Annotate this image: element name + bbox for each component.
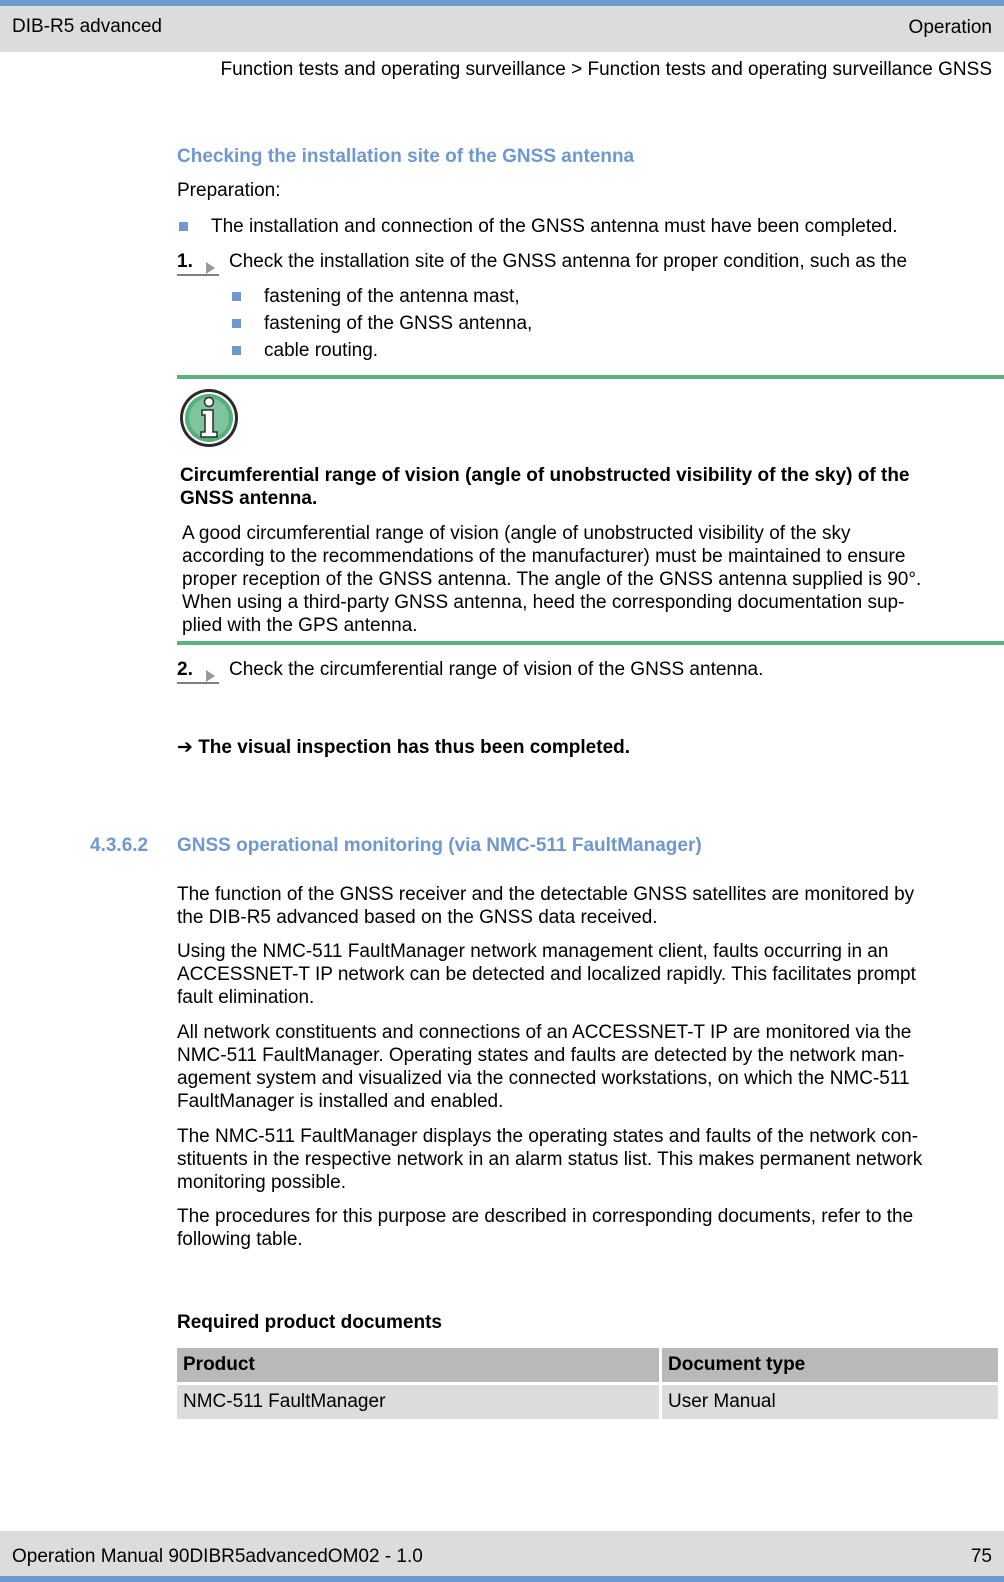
- paragraph-line: All network constituents and connections of an ACCESSNET-T IP are monitored via the: [177, 1022, 912, 1043]
- paragraph: [177, 1125, 997, 1194]
- bullet-square-icon: [232, 346, 241, 355]
- note-bottom-rule: [177, 641, 1004, 645]
- paragraph-line: monitoring possible.: [177, 1172, 346, 1193]
- note-title-line: Circumferential range of vision (angle of unobstructed visibility of the sky) of the: [180, 465, 910, 486]
- section-heading: Checking the installation site of the GNSS antenna: [177, 146, 635, 167]
- bullet-square-icon: [232, 319, 241, 328]
- paragraph-line: FaultManager is installed and enabled.: [177, 1091, 504, 1112]
- step-arrow-icon: [206, 670, 215, 682]
- info-icon: [178, 387, 240, 449]
- bullet-square-icon: [232, 292, 241, 301]
- table-cell: User Manual: [662, 1385, 998, 1419]
- preparation-label: Preparation:: [177, 180, 281, 201]
- step-1-number: 1.: [177, 251, 193, 272]
- table-header-row: [177, 1348, 998, 1382]
- note-title: [180, 464, 990, 510]
- table-header-cell: Document type: [662, 1348, 998, 1382]
- paragraph-line: The NMC-511 FaultManager displays the operating states and faults of the network con-: [177, 1126, 919, 1147]
- breadcrumb: Function tests and operating surveillance > Function tests and operating surveillance GNSS: [220, 59, 992, 80]
- note-title-line: GNSS antenna.: [180, 488, 318, 509]
- result-line: [177, 736, 630, 759]
- table-row: [177, 1385, 998, 1419]
- section-number: 4.3.6.2: [90, 835, 149, 856]
- step-1-text: Check the installation site of the GNSS antenna for proper condition, such as the: [229, 251, 908, 272]
- paragraph: [177, 1021, 997, 1113]
- note-body-line: When using a third-party GNSS antenna, heed the corresponding documentation sup-: [182, 592, 905, 613]
- footer-doc-id: Operation Manual 90DIBR5advancedOM02 - 1.0: [12, 1546, 423, 1567]
- paragraph-line: following table.: [177, 1229, 303, 1250]
- note-body-line: according to the recommendations of the manufacturer) must be maintained to ensure: [182, 546, 906, 567]
- list-item: fastening of the antenna mast,: [264, 286, 520, 307]
- paragraph-line: agement system and visualized via the connected workstations, on which the NMC-511: [177, 1068, 910, 1089]
- paragraph-line: fault elimination.: [177, 987, 315, 1008]
- step-2-text: Check the circumferential range of vision of the GNSS antenna.: [229, 659, 764, 680]
- bullet-square-icon: [179, 222, 188, 231]
- note-body-line: plied with the GPS antenna.: [182, 615, 418, 636]
- step-2-number: 2.: [177, 659, 193, 680]
- step-arrow-icon: [206, 262, 215, 274]
- note-body: [182, 522, 997, 637]
- result-text: The visual inspection has thus been completed.: [198, 737, 631, 758]
- list-item: cable routing.: [264, 340, 379, 361]
- paragraph-line: the DIB-R5 advanced based on the GNSS data received.: [177, 907, 658, 928]
- header-chapter: Operation: [908, 17, 992, 38]
- arrow-right-icon: ➔: [177, 737, 193, 758]
- paragraph: [177, 940, 997, 1009]
- paragraph-line: stituents in the respective network in an alarm status list. This makes permanent network: [177, 1149, 923, 1170]
- list-item: fastening of the GNSS antenna,: [264, 313, 533, 334]
- note-top-rule: [177, 375, 1004, 379]
- paragraph: [177, 883, 997, 929]
- paragraph-line: The procedures for this purpose are described in corresponding documents, refer to the: [177, 1206, 914, 1227]
- paragraph-line: NMC-511 FaultManager. Operating states and faults are detected by the network man-: [177, 1045, 905, 1066]
- header-doc-title: DIB-R5 advanced: [12, 16, 162, 37]
- paragraph: [177, 1205, 997, 1251]
- table-header-cell: Product: [177, 1348, 659, 1382]
- step-underline: [177, 682, 219, 684]
- note-body-line: A good circumferential range of vision (angle of unobstructed visibility of the sky: [182, 523, 851, 544]
- note-body-line: proper reception of the GNSS antenna. The angle of the GNSS antenna supplied is 90°.: [182, 569, 922, 590]
- table-caption: Required product documents: [177, 1312, 442, 1333]
- paragraph-line: The function of the GNSS receiver and the detectable GNSS satellites are monitored by: [177, 884, 915, 905]
- paragraph-line: ACCESSNET-T IP network can be detected and localized rapidly. This facilitates prompt: [177, 964, 916, 985]
- page-number: 75: [970, 1546, 992, 1567]
- section-title: GNSS operational monitoring (via NMC-511 FaultManager): [177, 835, 702, 856]
- table-cell: NMC-511 FaultManager: [177, 1385, 659, 1419]
- paragraph-line: Using the NMC-511 FaultManager network management client, faults occurring in an: [177, 941, 889, 962]
- step-underline: [177, 274, 219, 276]
- preparation-item: The installation and connection of the GNSS antenna must have been completed.: [211, 216, 898, 237]
- documents-table: [174, 1345, 1001, 1422]
